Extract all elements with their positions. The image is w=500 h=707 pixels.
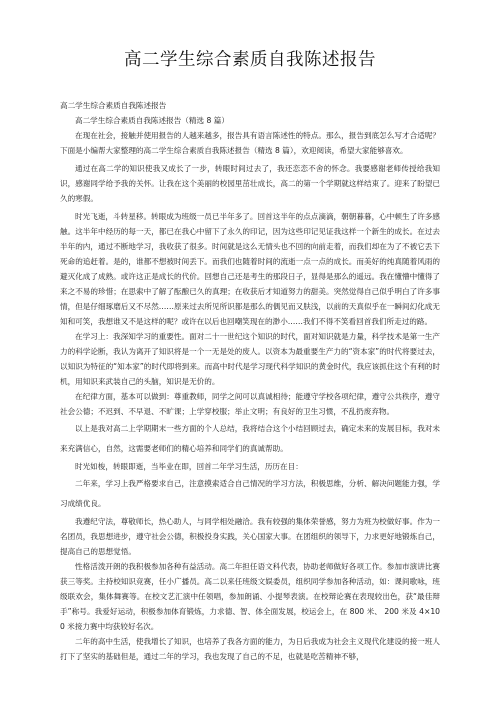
paragraph-subheading: 高二学生综合素质自我陈述报告（精选 8 篇） <box>75 116 229 125</box>
paragraph-heading: 高二学生综合素质自我陈述报告 <box>60 101 167 110</box>
paragraph: 二年的高中生活，使我增长了知识，也培养了我各方面的能力，为日后我成为社会主义现代化建设的接一班人打下了坚实的基础但是，通过二年的学习，我也发现了自己的不足，也就是吃苦精神不够， <box>60 637 440 661</box>
document-body <box>60 98 440 664</box>
paragraph: 在学习上：我深知学习的重要性。面对二十一世纪这个知识的时代，面对知识就是力量，科学技术是第一生产力的科学论断，我认为离开了知识将是一个一无是处的废人。以资本为最重要生产力的“资本家”的时代将要过去，以知识为特征的“知本家”的时代即将到来。而高中时代是学习现代科学知识的黄金时代，我应该抓住这个有利的时机，用知识来武装自己的头脑，知识是无价的。 <box>60 332 440 386</box>
paragraph: 我遵纪守法，尊敬师长，热心助人，与同学相处融洽。我有较强的集体荣誉感，努力为班为校做好事。作为一名团员，我思想进步，遵守社会公德，积极投身实践，关心国家大事。在团组织的领导下，力求更好地锻炼自己，提高自己的思想觉悟。 <box>60 517 440 556</box>
paragraph: 时光如梭，转眼即逝，当毕业在即，回首二年学习生活，历历在目： <box>75 462 303 471</box>
paragraph: 通过在高二学的知识使我又成长了一步，转眼时间过去了，我还恋恋不舍的怀念。我要感谢老师传授给我知识，感谢同学给予我的关怀。让我在这个美丽的校园里茁壮成长，高二的第一个学期就这样结束了。迎来了盼望已久的寒假。 <box>60 164 440 203</box>
paragraph: 在纪律方面，基本可以做到：尊重教师，同学之间可以真诚相待；能遵守学校各项纪律，遵守公共秩序，遵守社会公德；不迟到、不早退、不旷课；上学穿校服；举止文明；有良好的卫生习惯，不乱扔废弃物。 <box>60 392 440 416</box>
paragraph: 以上是我对高二上学期期末一些方面的个人总结，我将结合这个小结回顾过去，确定未来的发展目标，我对未来充满信心，自然，这需要老师们的精心培养和同学们的真诚帮助。 <box>60 424 440 453</box>
paragraph-intro: 在现在社会，接触并使用报告的人越来越多，报告具有语言陈述性的特点。那么，报告到底怎么写才合适呢？下面是小编帮大家整理的高二学生综合素质自我陈述报告（精选 8 篇），欢迎阅读，希望大家能够喜欢。 <box>60 131 440 155</box>
document-title: 高二学生综合素质自我陈述报告 <box>124 50 376 70</box>
paragraph: 二年来，学习上我严格要求自己，注意摸索适合自己情况的学习方法，积极思维，分析、解决问题能力强，学习成绩优良。 <box>60 479 440 508</box>
paragraph: 性格活泼开朗的我积极参加各种有益活动。高二年担任语文科代表，协助老师做好各项工作。参加市演讲比赛获三等奖。主持校知识竞赛，任小广播员。高二以来任班级文娱委员，组织同学参加各种活动，如：课间歌咏，班级联欢会，集体舞赛等。在校文艺汇演中任领唱，参加朗诵、小提琴表演。在校辩论赛在表现较出色，获“最佳辩手”称号。我爱好运动，积极参加体育锻炼，力求德、智、体全面发展，校运会上，在 800 米、 200 米及 4×100 米接力赛中均获较好名次。 <box>60 562 440 631</box>
paragraph: 时光飞逝，斗转星移。转眼成为班级一员已半年多了。回首这半年的点点滴滴，朝朝暮暮，心中顿生了许多感触。这半年中经历的每一天，都已在我心中留下了永久的印记，因为这些印记见证我这样一个新生的成长。在过去半年的内，通过不断地学习，我收获了很多。时间就是这么无情头也不回的向前走着，而我们却在为了不被它丢下死命的追赶着。是的，谁都不想被时间丢下。而我们也随着时间的流逝一点一点的成长。而美好的纯真随着风雨的避灭化成了成熟。或许这正是成长的代价。回想自己还是考生的那段日子，显得是那么的遥远。我在懂懵中懂得了来之不易的珍惜；在思索中了解了酝酿已久的真理；在收获后才知道努力的甜美。突然觉得自己似乎明白了许多事情，但是仔细琢磨后又不尽然……原来过去所见所识都是那么的偶见而又肤浅，以前的天真似乎在一瞬间幻化成无知和可笑，我想谁又不是这样的呢？或许在以后也回嘲笑现在的渺小……我们不得不笑看回首我们所走过的路。 <box>60 212 440 326</box>
